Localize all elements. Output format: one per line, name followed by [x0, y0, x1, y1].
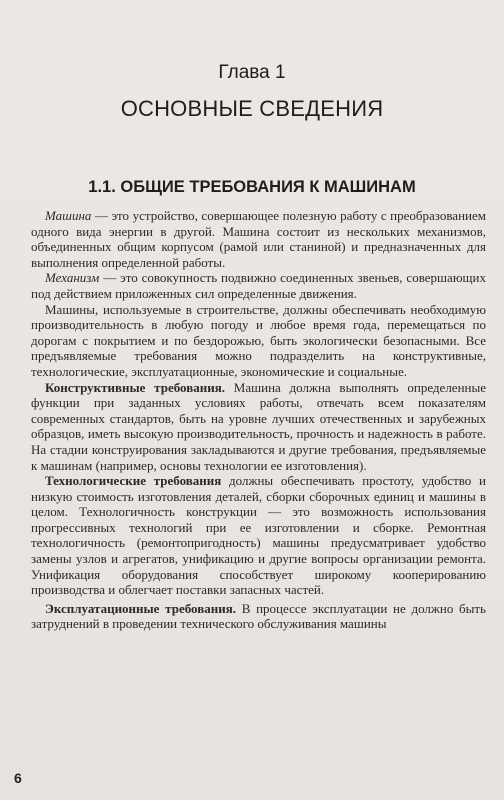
- paragraph-operational-requirements: [31, 601, 486, 632]
- section-title: 1.1. ОБЩИЕ ТРЕБОВАНИЯ К МАШИНАМ: [88, 178, 416, 196]
- paragraph-mechanism-definition: [31, 270, 486, 301]
- paragraph-text: В процессе эксплуатации не должно быть затруднений в проведении технического обслуживания машины: [31, 600, 486, 632]
- term-operational-requirements: Эксплуатационные требования.: [45, 600, 236, 616]
- paragraph-text: — это совокупность подвижно соединенных звеньев, совершающих под действием приложенных сил определенные движения.: [31, 270, 486, 301]
- body-text: [31, 208, 486, 632]
- term-mechanism: Механизм: [45, 270, 100, 286]
- chapter-number: Глава 1: [218, 62, 286, 83]
- paragraph-text: Машина должна выполнять определенные функции при заданных условиях работы, отвечать всем показателям современных стандартов, быть на уровне лучших отечественных и зарубежных образцов, иметь высокую производительность, прочность и надежность в работе. На стадии конструирования закладываются и другие требования, предъявляемые к машинам (например, основы технологии ее изготовления).: [31, 379, 486, 473]
- chapter-title: ОСНОВНЫЕ СВЕДЕНИЯ: [120, 96, 384, 121]
- page-number: 6: [14, 770, 22, 786]
- term-technological-requirements: Технологические требования: [45, 473, 222, 489]
- paragraph-machine-definition: [31, 208, 486, 270]
- term-machine: Машина: [45, 208, 92, 223]
- paragraph-text: — это устройство, совершающее полезную работу с преобразованием одного вида энергии в другой. Машина состоит из нескольких механизмов, объединенных общим корпусом (рамой или станиной) и предназначенных для выполнения определенной работы.: [31, 208, 486, 270]
- paragraph-text: должны обеспечивать простоту, удобство и низкую стоимость изготовления деталей, сборки сборочных единиц и машины в целом. Технологичность конструкции — это возможность использования прогрессивных технологий при ее изготовлении и сборке. Ремонтная технологичность (ремонтопригодность) машины предусматривает удобство замены узлов и агрегатов, унификацию и другие вопросы организации ремонта. Унификация оборудования способствует широкому кооперированию производства и облегчает поставки запасных частей.: [31, 473, 486, 598]
- term-design-requirements: Конструктивные требования.: [45, 379, 226, 395]
- paragraph-requirements-intro: [31, 302, 486, 380]
- paragraph-design-requirements: [31, 380, 486, 474]
- paragraph-text: Машины, используемые в строительстве, должны обеспечивать необходимую производительность в любую погоду и любое время года, перемещаться по дорогам с покрытием и по бездорожью, быть экологически безопасными. Все предъявляемые требования можно подразделить на конструктивные, технологические, эксплуатационные, экономические и социальные.: [31, 301, 486, 379]
- paragraph-technological-requirements: [31, 473, 486, 598]
